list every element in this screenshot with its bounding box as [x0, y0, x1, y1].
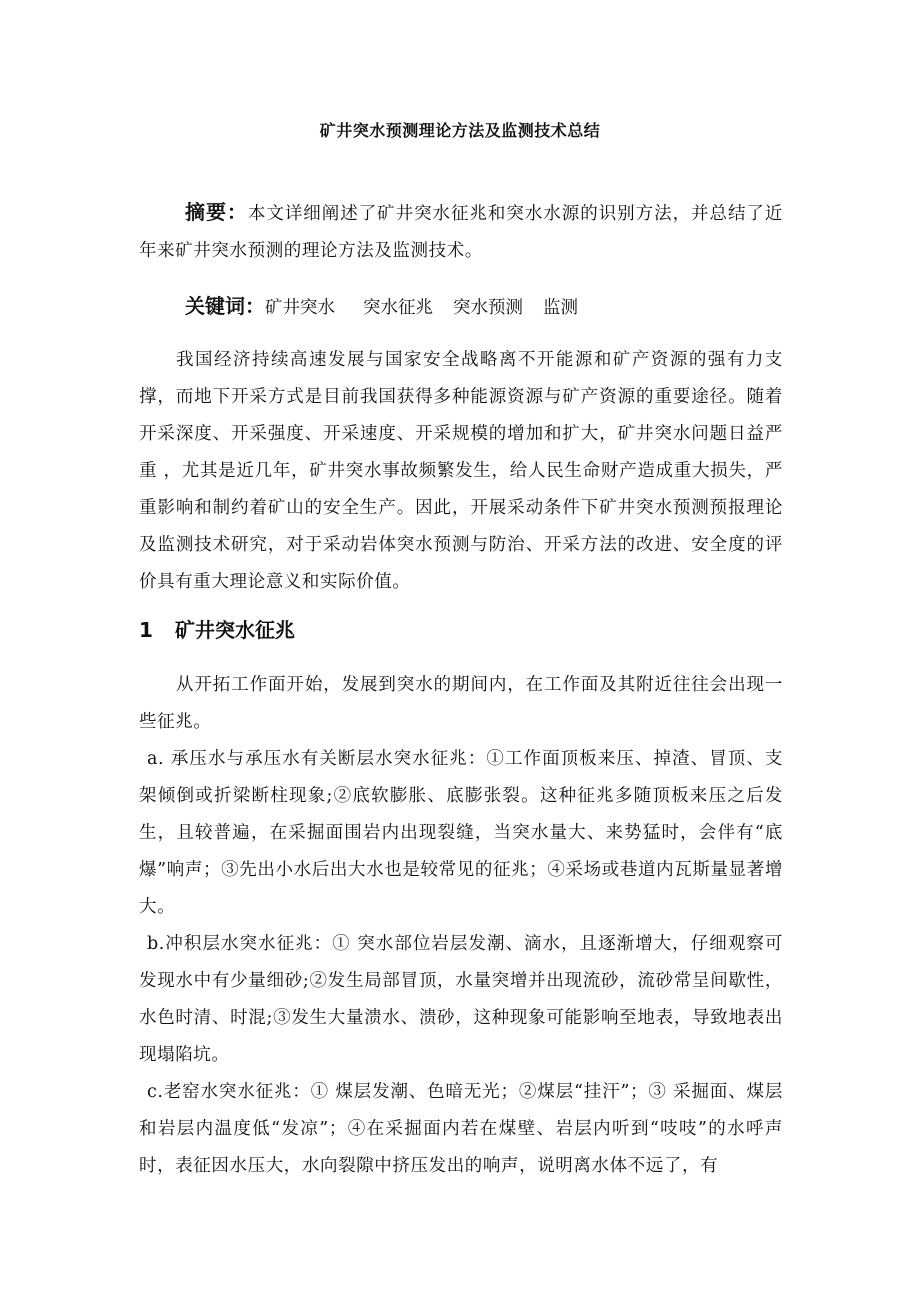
keywords-label: 关键词： — [185, 294, 265, 318]
list-item-b: b.冲积层水突水征兆：① 突水部位岩层发潮、滴水，且逐渐增大，仔细观察可发现水中有少量细砂;②发生局部冒顶，水量突增并出现流砂，流砂常呈间歇性，水色时清、时混;③发生大量溃水、溃砂，这种现象可能影响至地表，导致地表出现塌陷坑。 — [139, 934, 783, 1065]
abstract-label: 摘要： — [185, 200, 248, 224]
keyword-item: 突水预测 — [453, 298, 523, 318]
abstract — [139, 194, 783, 270]
section-heading — [139, 612, 295, 649]
document-title: 矿井突水预测理论方法及监测技术总结 — [319, 121, 601, 140]
list-item-a: a. 承压水与承压水有关断层水突水征兆：①工作面顶板来压、掉渣、冒顶、支架倾倒或折梁断柱现象;②底软膨胀、底膨张裂。这种征兆多随顶板来压之后发生，且较普遍，在采掘面围岩内出现裂缝，当突水量大、来势猛时，会伴有“底爆”响声；③先出小水后出大水也是较常见的征兆；④采场或巷道内瓦斯量显著增大。 — [139, 749, 783, 917]
section-lead-paragraph: 从开拓工作面开始，发展到突水的期间内，在工作面及其附近往往会出现一些征兆。 — [139, 675, 783, 732]
section-number: 1 — [139, 618, 153, 642]
intro-paragraph: 我国经济持续高速发展与国家安全战略离不开能源和矿产资源的强有力支撑，而地下开采方式是目前我国获得多种能源资源与矿产资源的重要途径。随着开采深度、开采强度、开采速度、开采规模的增加和扩大，矿井突水问题日益严重 ，尤其是近几年，矿井突水事故频繁发生，给人民生命财产造成重大损失，严重影响和制约着矿山的安全生产。因此，开展采动条件下矿井突水预测预报理论及监测技术研究，对于采动岩体突水预测与防治、开采方法的改进、安全度的评价具有重大理论意义和实际价值。 — [139, 350, 783, 592]
section-title: 矿井突水征兆 — [175, 618, 295, 642]
abstract-text: 本文详细阐述了矿井突水征兆和突水水源的识别方法，并总结了近年来矿井突水预测的理论方法及监测技术。 — [139, 204, 783, 261]
keyword-item: 矿井突水 — [265, 298, 335, 318]
keyword-item: 监测 — [543, 298, 578, 318]
list-item-c: c.老窑水突水征兆：① 煤层发潮、色暗无光；②煤层“挂汗”；③ 采掘面、煤层和岩层内温度低“发凉”；④在采掘面内若在煤壁、岩层内听到“吱吱”的水呼声时，表征因水压大，水向裂隙中挤压发出的响声，说明离水体不远了，有 — [139, 1082, 783, 1176]
keyword-item: 突水征兆 — [363, 298, 433, 318]
keywords — [185, 288, 598, 327]
